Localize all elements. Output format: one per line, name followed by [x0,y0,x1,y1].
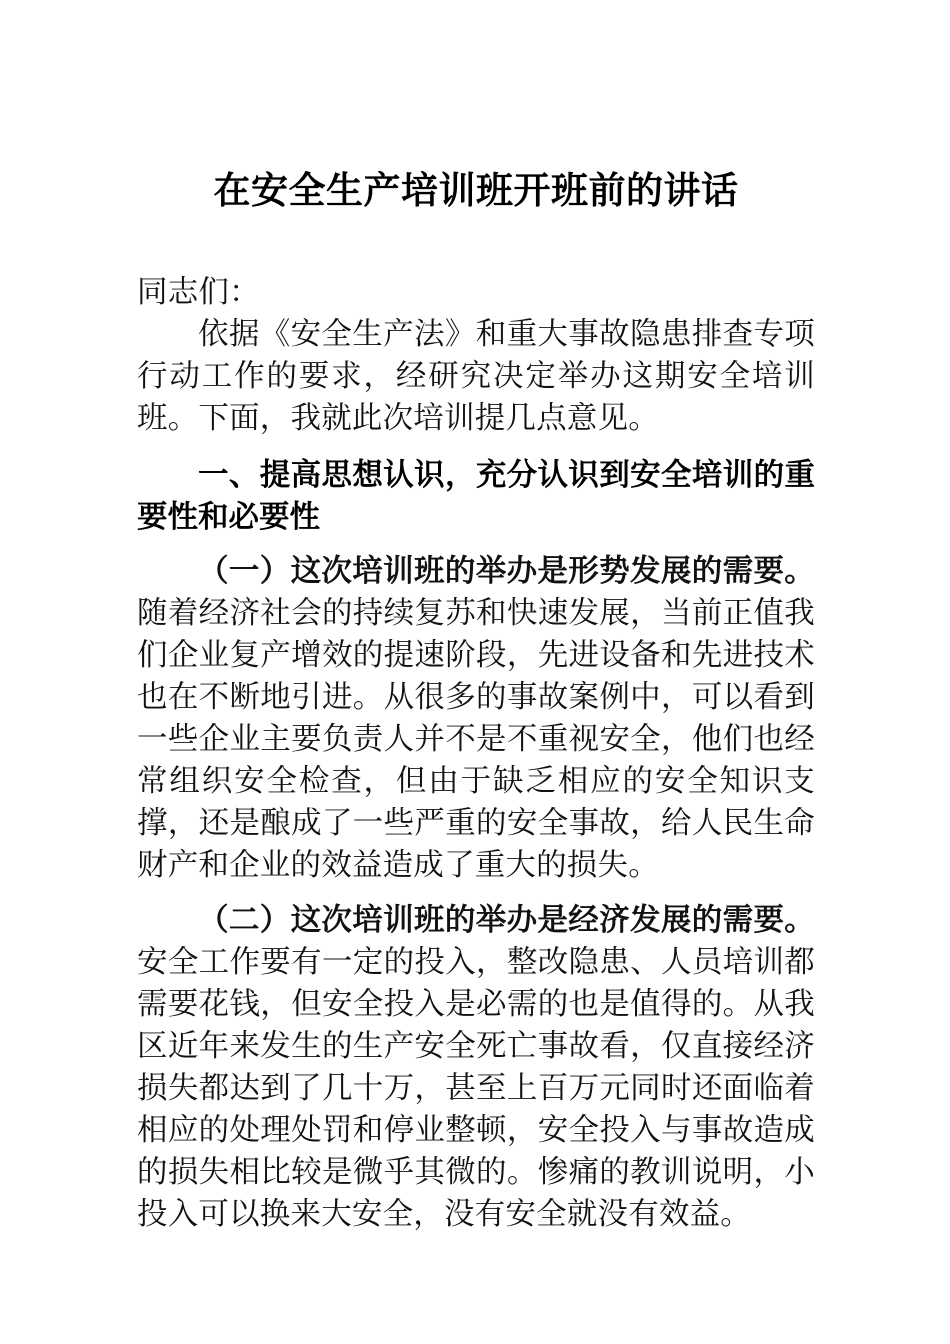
intro-paragraph: 依据《安全生产法》和重大事故隐患排查专项行动工作的要求，经研究决定举办这期安全培训班。下面，我就此次培训提几点意见。 [137,317,815,436]
section-1-item-2 [137,899,815,1236]
section-1-item-1-lead-in: （一）这次培训班的举办是形势发展的需要。 [198,553,815,589]
section-1-item-1-body: 随着经济社会的持续复苏和快速发展，当前正值我们企业复产增效的提速阶段，先进设备和先进技术也在不断地引进。从很多的事故案例中，可以看到一些企业主要负责人并不是不重视安全，他们也经常组织安全检查，但由于缺乏相应的安全知识支撑，还是酿成了一些严重的安全事故，给人民生命财产和企业的效益造成了重大的损失。 [137,596,815,883]
page-title: 在安全生产培训班开班前的讲话 [213,171,739,212]
section-1-item-1 [137,550,815,887]
section-1-item-2-body: 安全工作要有一定的投入，整改隐患、人员培训都需要花钱，但安全投入是必需的也是值得的。从我区近年来发生的生产安全死亡事故看，仅直接经济损失都达到了几十万，甚至上百万元同时还面临着相应的处理处罚和停业整顿，安全投入与事故造成的损失相比较是微乎其微的。惨痛的教训说明，小投入可以换来大安全，没有安全就没有效益。 [137,945,815,1232]
document-body [137,0,815,1237]
page-footer-blank [137,1236,815,1237]
section-heading-1: 一、提高思想认识，充分认识到安全培训的重要性和必要性 [137,458,815,534]
section-1-item-2-lead-in: （二）这次培训班的举办是经济发展的需要。 [198,902,815,938]
salutation-line: 同志们： [137,275,260,310]
